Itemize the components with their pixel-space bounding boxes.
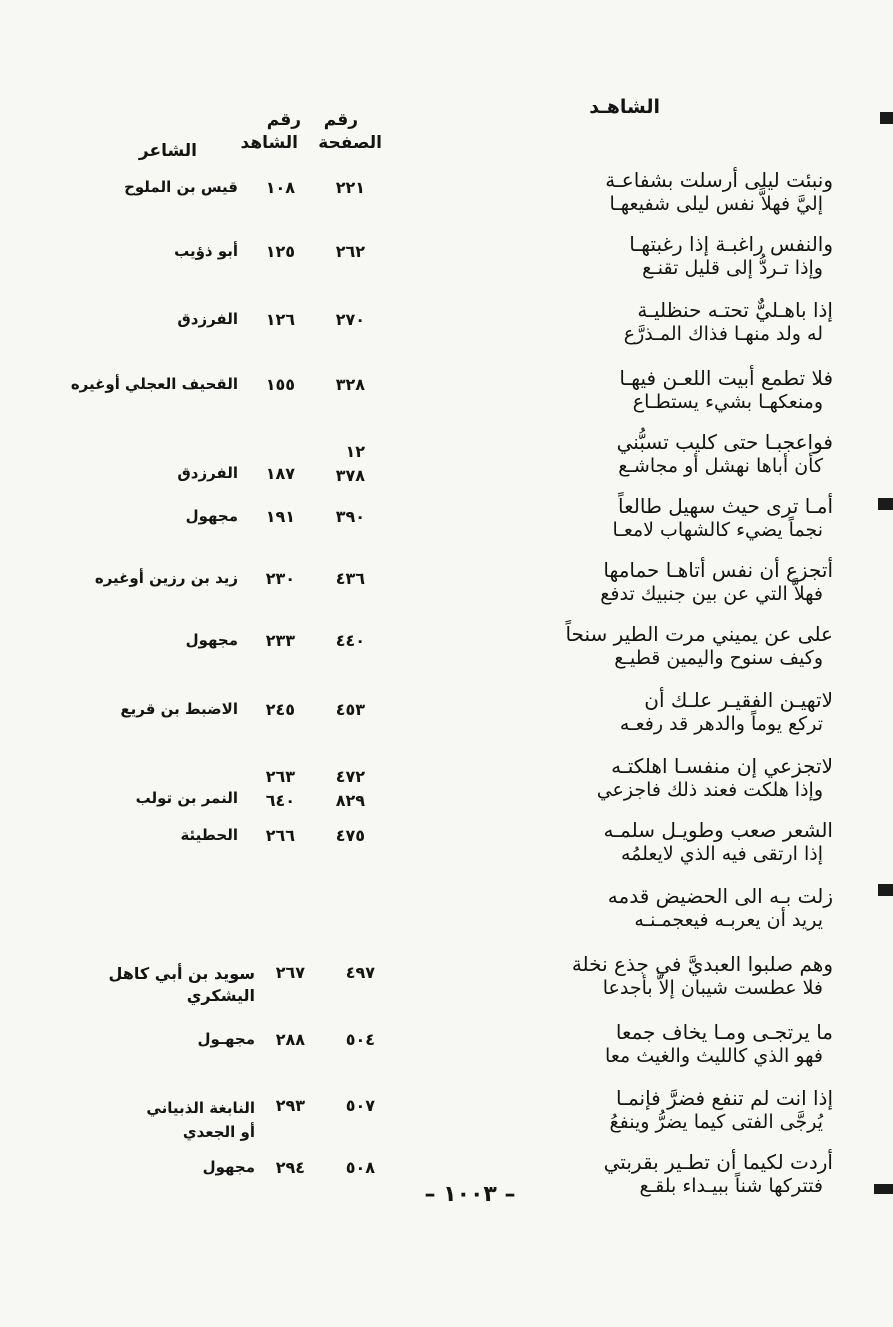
- poet-name: الحطيئة: [180, 826, 238, 844]
- verse-entry: [619, 366, 833, 414]
- scan-edge-mark: [878, 884, 893, 896]
- verse-entry: [620, 688, 833, 736]
- verse-first-hemistich: أمـا ترى حيث سهيل طالعاً: [618, 494, 833, 518]
- verse-second-hemistich: فهو الذي كالليث والغيث معا: [605, 1045, 823, 1067]
- verse-first-hemistich: ما يرتجـى ومـا يخاف جمعا: [615, 1020, 833, 1044]
- verse-second-hemistich: يُرجَّى الفتى كيما يضرُّ وينفعُ: [609, 1111, 823, 1133]
- scan-edge-mark: [878, 498, 893, 510]
- page-number: ٥٠٤: [345, 1030, 375, 1049]
- poet-name: مجهول: [202, 1158, 255, 1176]
- verse-entry: [605, 168, 833, 216]
- verse-second-hemistich: كأن أباها نهشل أو مجاشـع: [618, 455, 823, 477]
- verse-second-hemistich: له ولد منهـا فذاك المـذرَّع: [623, 323, 823, 345]
- poet-name: زيد بن رزين أوغيره: [94, 569, 238, 587]
- witness-number: ٢٦٣ ٦٤٠: [265, 767, 295, 810]
- witness-number: ٢٣٣: [265, 631, 295, 650]
- page-number: ١٢ ٣٧٨: [335, 442, 365, 485]
- verse-first-hemistich: فلا تطمع أبيت اللعـن فيهـا: [619, 366, 833, 390]
- witness-number: ١٢٦: [265, 310, 295, 329]
- page-number: ٤٧٢ ٨٢٩: [335, 767, 365, 810]
- verse-entry: [612, 494, 833, 542]
- verse-second-hemistich: وإذا هلكت فعند ذلك فاجزعي: [596, 779, 823, 801]
- verse-first-hemistich: إذا انت لم تنفع فضرَّ فإنمـا: [615, 1086, 833, 1110]
- page-number: ٥٠٧: [345, 1096, 375, 1115]
- witness-number: ١٠٨: [265, 178, 295, 197]
- verse-first-hemistich: لاتهيـن الفقيـر علـك أن: [644, 688, 833, 712]
- page-number: ٣٩٠: [335, 507, 365, 526]
- verse-second-hemistich: فهلاَّ التي عن بين جنبيك تدفع: [600, 583, 823, 605]
- page-number: ٢٢١: [335, 178, 365, 197]
- page-number: ٥٠٨: [345, 1158, 375, 1177]
- page-number: ٣٢٨: [335, 375, 365, 394]
- verse-second-hemistich: نجماً يضيء كالشهاب لامعـا: [612, 519, 823, 541]
- verse-second-hemistich: إليَّ فهلاَّ نفس ليلى شفيعهـا: [609, 193, 823, 215]
- verse-first-hemistich: إذا باهـليٌّ تحتـه حنظليـة: [637, 298, 833, 322]
- verse-first-hemistich: الشعر صعب وطويـل سلمـه: [603, 818, 833, 842]
- verse-entry: [597, 754, 833, 802]
- witness-number: ٢٨٨: [275, 1030, 305, 1049]
- witness-number: ٢٩٤: [275, 1158, 305, 1177]
- witness-number: ٢٦٧: [275, 963, 305, 982]
- verse-first-hemistich: ونبئت ليلى أرسلت بشفاعـة: [605, 168, 833, 192]
- verse-second-hemistich: وكيف سنوح واليمين قطيـع: [614, 647, 823, 669]
- verse-first-hemistich: وهم صلبوا العبديَّ في جذع نخلة: [571, 952, 833, 976]
- verse-first-hemistich: لاتجزعي إن منفسـا اهلكتـه: [611, 754, 833, 778]
- poet-name: الفرزدق: [177, 310, 238, 328]
- verse-first-hemistich: زلت بـه الى الحضيض قدمه: [607, 884, 833, 908]
- verse-first-hemistich: على عن يميني مرت الطير سنحاً: [565, 622, 833, 646]
- witness-number-header-line2: الشاهد: [240, 133, 298, 153]
- verse-second-hemistich: فلا عطست شيبان إلاَّ بأجدعا: [602, 977, 823, 999]
- witness-number: ٢٣٠: [265, 569, 295, 588]
- scan-edge-mark: [874, 1184, 893, 1194]
- witness-number: ١٥٥: [265, 375, 295, 394]
- page-number: ٢٦٢: [335, 242, 365, 261]
- verse-second-hemistich: وإذا تـردُّ إلى قليل تقنـع: [642, 257, 823, 279]
- verse-entry: [629, 232, 833, 280]
- poet-name: الاضبط بن قريع: [120, 700, 238, 718]
- poet-name: النمر بن تولب: [135, 789, 238, 807]
- poet-header: الشاعر: [138, 141, 197, 161]
- poet-name: النابغة الذبياني أو الجعدي: [146, 1099, 255, 1141]
- verse-entry: [617, 430, 833, 478]
- page-number: ٤٣٦: [335, 569, 365, 588]
- page-number: ٤٩٧: [345, 963, 375, 982]
- poet-name: سويد بن أبي كاهل اليشكري: [108, 964, 255, 1005]
- verse-entry: [605, 1020, 833, 1068]
- page-number: ٤٧٥: [335, 826, 365, 845]
- verse-first-hemistich: فواعجبـا حتى كليب تسبُّني: [616, 430, 833, 454]
- witness-number: ١٩١: [265, 507, 295, 526]
- poet-name: قيس بن الملوح: [124, 178, 238, 196]
- poet-name: مجهول: [185, 507, 238, 525]
- witness-number: ١٨٧: [265, 464, 295, 483]
- page-number-footer: – ١٠٠٣ –: [424, 1182, 516, 1207]
- poet-name: مجهول: [185, 631, 238, 649]
- verse-second-hemistich: ومنعكهـا بشيء يستطـاع: [632, 391, 823, 413]
- witness-number: ٢٩٣: [275, 1096, 305, 1115]
- verse-entry: [603, 818, 833, 866]
- verse-second-hemistich: إذا ارتقى فيه الذي لايعلمُه: [620, 843, 823, 865]
- page-number: ٤٤٠: [335, 631, 365, 650]
- page-number-header-line1: رقم: [323, 110, 358, 130]
- page-number-header-line2: الصفحة: [318, 133, 382, 153]
- page-number: ٢٧٠: [335, 310, 365, 329]
- poet-name: الفرزدق: [177, 464, 238, 482]
- section-title: الشاهـد: [589, 96, 660, 118]
- witness-number-header-line1: رقم: [266, 110, 301, 130]
- witness-number: ٢٦٦: [265, 826, 295, 845]
- verse-entry: [572, 952, 833, 1000]
- poet-name: مجهـول: [197, 1030, 255, 1048]
- verse-first-hemistich: أردت لكيما أن تطـير بقربتي: [603, 1150, 833, 1174]
- verse-second-hemistich: فتتركها شناً ببيـداء بلقـع: [639, 1175, 823, 1197]
- page-number: ٤٥٣: [335, 700, 365, 719]
- witness-number: ١٢٥: [265, 242, 295, 261]
- verse-entry: [604, 1150, 833, 1198]
- verse-entry: [600, 558, 833, 606]
- verse-entry: [565, 622, 833, 670]
- poet-name: القحيف العجلي أوغيره: [70, 375, 238, 393]
- verse-second-hemistich: تركع يوماً والدهر قد رفعـه: [619, 713, 823, 735]
- poet-name: أبو ذؤيب: [174, 242, 238, 260]
- witness-number: ٢٤٥: [265, 700, 295, 719]
- verse-first-hemistich: أتجزع أن نفس أتاهـا حمامها: [603, 558, 833, 582]
- verse-entry: [610, 1086, 833, 1134]
- verse-entry: [608, 884, 833, 932]
- verse-first-hemistich: والنفس راغبـة إذا رغبتهـا: [629, 232, 833, 256]
- verse-second-hemistich: يريد أن يعربـه فيعجمـنـه: [634, 909, 823, 931]
- scan-edge-mark: [880, 112, 893, 124]
- verse-entry: [624, 298, 833, 346]
